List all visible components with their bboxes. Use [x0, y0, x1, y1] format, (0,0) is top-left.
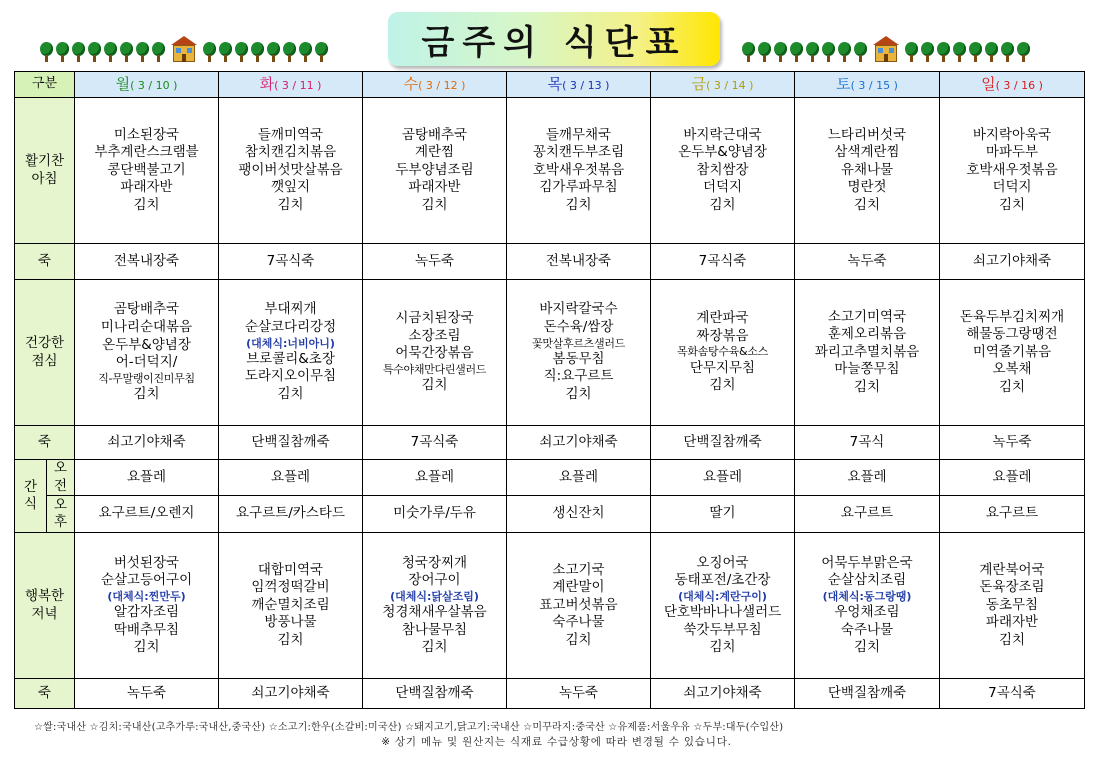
menu-item: (대체식:닭살조림) — [390, 589, 479, 603]
menu-item: 김치 — [565, 631, 592, 648]
day-date: ( 3 / 10 ) — [130, 78, 178, 92]
menu-item: 김치 — [565, 385, 592, 402]
menu-item: 특수야채만다린샐러드 — [382, 362, 487, 376]
menu-item: 마늘쫑무침 — [834, 361, 900, 378]
dinner-row-label — [15, 533, 75, 679]
menu-item: 동태포전/초간장 — [674, 572, 771, 589]
menu-item: 꽁치캔두부조림 — [532, 144, 625, 161]
tree-icon — [905, 42, 918, 62]
menu-item: 딱배추무침 — [113, 621, 180, 638]
tree-icon — [40, 42, 53, 62]
porridge-cell: 쇠고기야채죽 — [219, 679, 363, 709]
menu-item: 미역줄기볶음 — [972, 343, 1052, 360]
snack-cell: 딸기 — [651, 496, 795, 533]
day-date: ( 3 / 13 ) — [562, 78, 610, 92]
menu-item: 목화솜탕수육&소스 — [677, 345, 768, 359]
menu-item: 계란파국 — [696, 310, 749, 327]
snack-cell: 요플레 — [75, 460, 219, 496]
day-header — [75, 72, 219, 98]
day-header — [651, 72, 795, 98]
menu-item: 계란찜 — [414, 144, 455, 161]
porridge-row-2-label: 죽 — [15, 426, 75, 460]
porridge-cell: 녹두죽 — [507, 679, 651, 709]
menu-item: 오징어국 — [696, 554, 749, 571]
day-date: ( 3 / 16 ) — [995, 78, 1043, 92]
snack-cell: 요플레 — [363, 460, 507, 496]
porridge-cell: 7곡식죽 — [363, 426, 507, 460]
meal-cell — [75, 98, 219, 244]
menu-item: 직:요구르트 — [543, 368, 614, 385]
tree-icon — [152, 42, 165, 62]
meal-cell — [363, 533, 507, 679]
tree-icon — [953, 42, 966, 62]
menu-item: 계란말이 — [552, 579, 605, 596]
menu-item: 청경채새우살볶음 — [382, 603, 487, 620]
menu-item: (대체식:동그랑땡) — [822, 589, 912, 603]
menu-item: 김치 — [998, 631, 1026, 648]
meal-cell — [795, 98, 940, 244]
snack-am-label-text: 오 — [53, 460, 68, 476]
snack-cell: 요플레 — [219, 460, 363, 496]
menu-item: 어묵간장볶음 — [395, 345, 474, 362]
menu-item: 김치 — [565, 196, 592, 213]
menu-item: 팽이버섯맛살볶음 — [238, 161, 343, 178]
menu-item: 김치 — [133, 639, 160, 656]
menu-item: 콩단백불고기 — [107, 161, 186, 178]
menu-item: 참치쌈장 — [696, 161, 749, 178]
breakfast-row-label-text: 아침 — [31, 170, 58, 187]
day-header — [507, 72, 651, 98]
tree-icon — [251, 42, 264, 62]
breakfast-row-label-text: 활기찬 — [24, 152, 65, 169]
snack-cell: 요구르트 — [795, 496, 940, 533]
house-icon — [171, 36, 197, 62]
menu-item: (대체식:너비아니) — [246, 336, 335, 350]
menu-item: 대합미역국 — [257, 561, 324, 578]
menu-item: 표고버섯볶음 — [539, 596, 618, 613]
menu-item: 파래자반 — [120, 179, 173, 196]
porridge-cell: 단백질참깨죽 — [651, 426, 795, 460]
menu-item: 쑥갓두부무침 — [683, 621, 762, 638]
menu-item: 김치 — [421, 639, 448, 656]
menu-item: 유채나물 — [840, 161, 894, 178]
snack-cell: 요플레 — [651, 460, 795, 496]
tree-icon — [790, 42, 803, 62]
menu-item: 버섯된장국 — [113, 554, 180, 571]
meal-cell — [363, 98, 507, 244]
porridge-cell: 쇠고기야채죽 — [75, 426, 219, 460]
menu-item: 장어구이 — [408, 572, 461, 589]
menu-item: 김치 — [853, 378, 881, 395]
meal-cell — [363, 280, 507, 426]
snack-label-text: 식 — [23, 496, 38, 513]
menu-item: 봄동무침 — [552, 350, 605, 367]
meal-cell — [219, 280, 363, 426]
menu-item: 마파두부 — [985, 144, 1039, 161]
meal-cell — [940, 280, 1085, 426]
menu-item: 두부양념조림 — [395, 161, 474, 178]
dinner-row-label-text: 행복한 — [24, 588, 65, 605]
breakfast-row-label — [15, 98, 75, 244]
menu-item: 더덕지 — [992, 179, 1032, 196]
menu-item: 단무지무침 — [689, 359, 756, 376]
porridge-cell: 전복내장죽 — [75, 244, 219, 280]
tree-icon — [235, 42, 248, 62]
tree-icon — [822, 42, 835, 62]
meal-cell — [795, 280, 940, 426]
meal-cell — [940, 533, 1085, 679]
snack-label — [15, 460, 47, 533]
day-header — [940, 72, 1085, 98]
menu-item: 김치 — [421, 377, 448, 394]
menu-item: 깻잎지 — [270, 179, 311, 196]
lunch-row-label-text: 건강한 — [24, 334, 65, 351]
day-name: 목 — [547, 74, 563, 93]
tree-icon — [283, 42, 296, 62]
dinner-row — [15, 533, 1085, 679]
menu-item: 김치 — [709, 639, 736, 656]
menu-item: 김치 — [998, 378, 1026, 395]
tree-icon — [1001, 42, 1014, 62]
menu-item: 호박새우젓볶음 — [532, 161, 625, 178]
tree-icon — [267, 42, 280, 62]
origin-note: ☆쌀:국내산 ☆김치:국내산(고추가루:국내산,중국산) ☆소고기:한우(소갈비:미국산) ☆돼지고기,닭고기:국내산 ☆미꾸라지:중국산 ☆유제품:서울우유 ☆두부:대두(수입산) — [34, 722, 784, 733]
tree-icon — [806, 42, 819, 62]
meal-cell — [75, 280, 219, 426]
menu-item: 느타리버섯국 — [827, 126, 907, 143]
porridge-cell: 녹두죽 — [940, 426, 1085, 460]
menu-item: 온두부&양념장 — [102, 336, 191, 353]
meal-cell — [651, 280, 795, 426]
porridge-cell: 7곡식죽 — [219, 244, 363, 280]
menu-table — [14, 71, 1085, 709]
tree-decoration-right — [742, 34, 1030, 62]
menu-item: 들깨미역국 — [257, 126, 324, 143]
snack-cell: 요구르트/오렌지 — [75, 496, 219, 533]
menu-item: 더덕지 — [702, 179, 743, 196]
menu-item: 김치 — [709, 196, 736, 213]
menu-item: 김치 — [421, 196, 448, 213]
menu-item: 도라지오이무침 — [244, 368, 337, 385]
snack-pm-row — [15, 496, 1085, 533]
day-name: 토 — [836, 74, 851, 93]
menu-item: 시금치된장국 — [395, 310, 474, 327]
menu-item: 우엉채조림 — [834, 603, 900, 620]
snack-cell: 요플레 — [940, 460, 1085, 496]
tree-icon — [969, 42, 982, 62]
menu-item: 돈수육/쌈장 — [543, 319, 614, 336]
menu-item: 순살고등어구이 — [100, 572, 193, 589]
house-icon — [873, 36, 899, 62]
menu-item: 김치 — [709, 377, 736, 394]
snack-label-text: 간 — [23, 478, 38, 495]
tree-icon — [774, 42, 787, 62]
tree-icon — [104, 42, 117, 62]
meal-cell — [507, 98, 651, 244]
day-name: 일 — [981, 74, 996, 93]
menu-item: 청국장찌개 — [401, 554, 468, 571]
menu-item: 참치캔김치볶음 — [244, 144, 337, 161]
day-name: 화 — [259, 74, 275, 93]
lunch-row-label — [15, 280, 75, 426]
menu-item: 단호박바나나샐러드 — [663, 603, 782, 620]
porridge-cell: 7곡식죽 — [651, 244, 795, 280]
menu-item: 알감자조림 — [113, 603, 180, 620]
menu-item: 꽃맛살후르츠샐러드 — [532, 336, 625, 350]
tree-icon — [1017, 42, 1030, 62]
menu-item: 바지락근대국 — [683, 126, 762, 143]
porridge-cell: 7곡식죽 — [940, 679, 1085, 709]
menu-item: 돈육장조림 — [979, 579, 1045, 596]
tree-icon — [136, 42, 149, 62]
menu-item: 돈육두부김치찌개 — [959, 308, 1065, 325]
tree-icon — [742, 42, 755, 62]
day-date: ( 3 / 12 ) — [418, 78, 466, 92]
snack-cell: 요플레 — [795, 460, 940, 496]
snack-am-label — [47, 460, 75, 496]
snack-cell: 미숫가루/두유 — [363, 496, 507, 533]
tree-icon — [88, 42, 101, 62]
tree-icon — [854, 42, 867, 62]
tree-icon — [315, 42, 328, 62]
porridge-cell: 단백질참깨죽 — [363, 679, 507, 709]
porridge-row-2 — [15, 426, 1085, 460]
porridge-row-1-label: 죽 — [15, 244, 75, 280]
page-title: 금주의 식단표 — [388, 12, 720, 66]
menu-item: 숙주나물 — [552, 614, 605, 631]
lunch-row — [15, 280, 1085, 426]
tree-icon — [299, 42, 312, 62]
menu-item: 바지락칼국수 — [539, 301, 618, 318]
menu-item: 김가루파무침 — [539, 179, 618, 196]
menu-item: (대체식:찐만두) — [107, 589, 186, 603]
porridge-cell: 쇠고기야채죽 — [507, 426, 651, 460]
menu-item: 김치 — [853, 639, 881, 656]
menu-item: 미소된장국 — [113, 126, 180, 143]
menu-item: 부대찌개 — [264, 301, 317, 318]
tree-icon — [120, 42, 133, 62]
menu-item: 들깨무채국 — [545, 126, 612, 143]
porridge-row-1 — [15, 244, 1085, 280]
menu-item: 해물동그랑땡전 — [966, 326, 1058, 343]
menu-item: 온두부&양념장 — [678, 144, 767, 161]
menu-item: 직-무말랭이진미무침 — [98, 371, 195, 385]
menu-item: 브로콜리&초장 — [246, 350, 335, 367]
menu-item: (대체식:계란구이) — [678, 589, 767, 603]
change-notice: ※ 상기 메뉴 및 원산지는 식재료 수급상황에 따라 변경될 수 있습니다. — [381, 736, 732, 748]
header — [0, 0, 1113, 70]
menu-item: 부추계란스크램블 — [94, 144, 199, 161]
tree-icon — [56, 42, 69, 62]
porridge-cell: 7곡식 — [795, 426, 940, 460]
meal-cell — [507, 533, 651, 679]
meal-cell — [795, 533, 940, 679]
meal-cell — [75, 533, 219, 679]
porridge-cell: 쇠고기야채죽 — [940, 244, 1085, 280]
tree-icon — [838, 42, 851, 62]
menu-item: 곰탕배추국 — [401, 126, 468, 143]
menu-item: 짜장볶음 — [696, 327, 749, 344]
menu-item: 동초무침 — [985, 596, 1039, 613]
day-date: ( 3 / 14 ) — [706, 78, 754, 92]
porridge-cell: 녹두죽 — [75, 679, 219, 709]
tree-icon — [937, 42, 950, 62]
menu-item: 김치 — [133, 385, 160, 402]
menu-item: 파래자반 — [985, 614, 1039, 631]
breakfast-row — [15, 98, 1085, 244]
menu-item: 오복채 — [992, 361, 1032, 378]
menu-item: 김치 — [998, 196, 1026, 213]
snack-am-row — [15, 460, 1085, 496]
tree-icon — [72, 42, 85, 62]
snack-am-label-text: 전 — [53, 477, 68, 494]
menu-item: 꽈리고추멸치볶음 — [814, 343, 920, 360]
menu-item: 명란젓 — [847, 179, 887, 196]
tree-icon — [758, 42, 771, 62]
porridge-cell: 단백질참깨죽 — [219, 426, 363, 460]
lunch-row-label-text: 점심 — [31, 352, 58, 369]
menu-item: 미나리순대볶음 — [100, 319, 193, 336]
menu-item: 김치 — [277, 385, 304, 402]
porridge-cell: 단백질참깨죽 — [795, 679, 940, 709]
menu-item: 소장조림 — [408, 327, 461, 344]
porridge-cell: 쇠고기야채죽 — [651, 679, 795, 709]
meal-cell — [219, 98, 363, 244]
day-header — [795, 72, 940, 98]
meal-cell — [219, 533, 363, 679]
porridge-cell: 녹두죽 — [363, 244, 507, 280]
meal-cell — [940, 98, 1085, 244]
tree-icon — [921, 42, 934, 62]
porridge-cell: 전복내장죽 — [507, 244, 651, 280]
menu-item: 어-더덕지/ — [115, 354, 178, 371]
menu-item: 순살삼치조림 — [827, 572, 907, 589]
meal-cell — [651, 533, 795, 679]
snack-pm-label-text: 오 — [53, 496, 68, 513]
menu-item: 참나물무침 — [401, 621, 468, 638]
dinner-row-label-text: 저녁 — [31, 605, 58, 622]
snack-pm-label — [47, 496, 75, 533]
tree-icon — [985, 42, 998, 62]
menu-item: 소고기미역국 — [827, 308, 907, 325]
tree-icon — [219, 42, 232, 62]
meal-cell — [507, 280, 651, 426]
header-row — [15, 72, 1085, 98]
menu-item: 임꺽정떡갈비 — [251, 579, 330, 596]
day-header — [363, 72, 507, 98]
menu-item: 소고기국 — [552, 561, 605, 578]
menu-item: 바지락아욱국 — [972, 126, 1052, 143]
menu-item: 호박새우젓볶음 — [966, 161, 1058, 178]
day-name: 금 — [691, 74, 707, 93]
menu-item: 곰탕배추국 — [113, 301, 180, 318]
day-name: 수 — [403, 74, 419, 93]
menu-item: 김치 — [277, 631, 304, 648]
menu-item: 숙주나물 — [840, 621, 894, 638]
day-date: ( 3 / 11 ) — [274, 78, 322, 92]
menu-item: 김치 — [277, 196, 304, 213]
menu-item: 방풍나물 — [264, 614, 317, 631]
tree-decoration-left — [40, 34, 328, 62]
menu-item: 김치 — [853, 196, 881, 213]
snack-cell: 생신잔치 — [507, 496, 651, 533]
snack-cell: 요플레 — [507, 460, 651, 496]
menu-item: 순살코다리강정 — [244, 319, 337, 336]
menu-item: 삼색계란찜 — [834, 144, 900, 161]
day-date: ( 3 / 15 ) — [850, 78, 898, 92]
snack-cell: 요구르트/카스타드 — [219, 496, 363, 533]
gubun-header: 구분 — [15, 72, 75, 98]
porridge-cell: 녹두죽 — [795, 244, 940, 280]
tree-icon — [203, 42, 216, 62]
day-name: 월 — [115, 74, 131, 93]
snack-cell: 요구르트 — [940, 496, 1085, 533]
porridge-row-3 — [15, 679, 1085, 709]
day-header — [219, 72, 363, 98]
snack-pm-label-text: 후 — [53, 514, 68, 531]
menu-item: 계란북어국 — [979, 561, 1045, 578]
menu-item: 훈제오리볶음 — [827, 326, 907, 343]
meal-cell — [651, 98, 795, 244]
menu-item: 어묵두부맑은국 — [821, 554, 913, 571]
menu-item: 파래자반 — [408, 179, 461, 196]
porridge-row-3-label: 죽 — [15, 679, 75, 709]
menu-item: 김치 — [133, 196, 160, 213]
menu-item: 깨순멸치조림 — [251, 596, 330, 613]
